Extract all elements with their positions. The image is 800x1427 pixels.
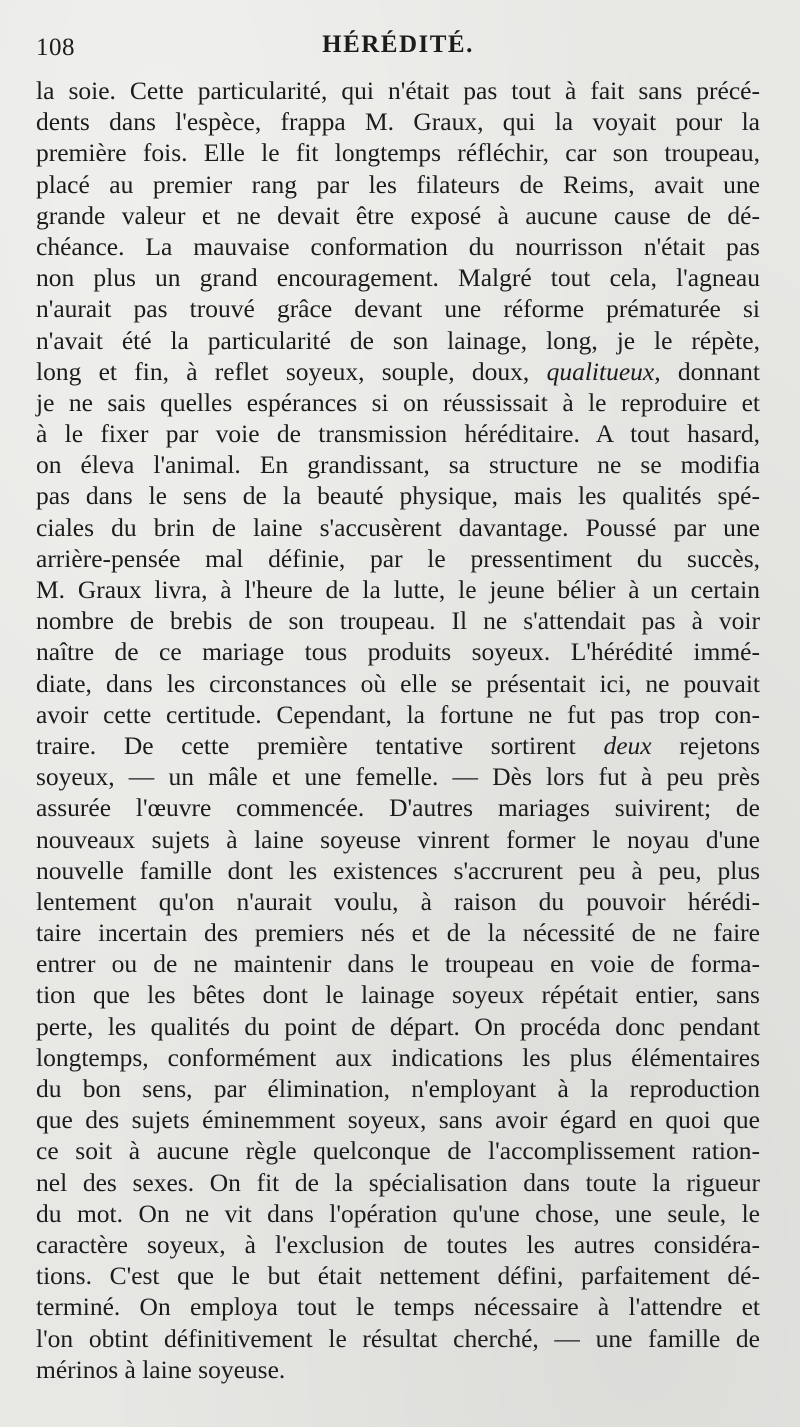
- text-line: terminé. On employa tout le temps nécessaire à l'attendre et: [36, 1292, 760, 1322]
- text-line: nouvelle famille dont les existences s'accrurent peu à peu, plus: [36, 855, 760, 885]
- text-line: nouveaux sujets à laine soyeuse vinrent former le noyau d'une: [36, 824, 760, 854]
- text-line: ciales du brin de laine s'accusèrent davantage. Poussé par une: [36, 512, 760, 542]
- text-run: donnant: [660, 356, 760, 386]
- text-line: longtemps, conformément aux indications les plus élémentaires: [36, 1042, 760, 1072]
- text-line: [36, 356, 760, 387]
- text-line: tions. C'est que le but était nettement défini, parfaitement dé-: [36, 1261, 760, 1291]
- text-line: [36, 730, 760, 761]
- text-line: première fois. Elle le fit longtemps réfléchir, car son troupeau,: [36, 138, 760, 168]
- text-line: lentement qu'on n'aurait voulu, à raison du pouvoir hérédi-: [36, 886, 760, 916]
- text-run: rejetons: [651, 730, 760, 760]
- text-line: ce soit à aucune règle quelconque de l'accomplissement ration-: [36, 1136, 760, 1166]
- text-line: pas dans le sens de la beauté physique, mais les qualités spé-: [36, 481, 760, 511]
- text-line: dents dans l'espèce, frappa M. Graux, qui la voyait pour la: [36, 107, 760, 137]
- italic-word: deux: [603, 730, 652, 760]
- text-line: avoir cette certitude. Cependant, la fortune ne fut pas trop con-: [36, 699, 760, 729]
- text-line: on éleva l'animal. En grandissant, sa structure ne se modifia: [36, 450, 760, 480]
- text-line: diate, dans les circonstances où elle se présentait ici, ne pouvait: [36, 668, 760, 698]
- text-line: chéance. La mauvaise conformation du nourrisson n'était pas: [36, 231, 760, 261]
- text-line: grande valeur et ne devait être exposé à aucune cause de dé-: [36, 200, 760, 230]
- running-head: [36, 26, 760, 62]
- text-line: je ne sais quelles espérances si on réussissait à le reproduire et: [36, 387, 760, 417]
- text-line: tion que les bêtes dont le lainage soyeux répétait entier, sans: [36, 980, 760, 1010]
- text-line: l'on obtint définitivement le résultat cherché, — une famille de: [36, 1323, 760, 1353]
- text-line: assurée l'œuvre commencée. D'autres mariages suivirent; de: [36, 793, 760, 823]
- text-line: du bon sens, par élimination, n'employant à la reproduction: [36, 1074, 760, 1103]
- text-line: naître de ce mariage tous produits soyeux. L'hérédité immé-: [36, 637, 760, 667]
- text-run: traire. De cette première tentative sortirent: [36, 730, 604, 760]
- text-line: n'avait été la particularité de son lainage, long, je le répète,: [36, 325, 760, 355]
- text-line: entrer ou de ne maintenir dans le troupeau en voie de forma-: [36, 949, 760, 979]
- text-line: n'aurait pas trouvé grâce devant une réforme prématurée si: [36, 294, 760, 324]
- page-number: 108: [36, 34, 75, 61]
- text-run: long et fin, à reflet soyeux, souple, doux,: [36, 356, 547, 386]
- text-line: non plus un grand encouragement. Malgré tout cela, l'agneau: [36, 263, 760, 293]
- text-line: perte, les qualités du point de départ. On procéda donc pendant: [36, 1011, 760, 1041]
- text-line: placé au premier rang par les filateurs de Reims, avait une: [36, 169, 760, 199]
- text-line: arrière-pensée mal définie, par le pressentiment du succès,: [36, 543, 760, 573]
- text-line: M. Graux livra, à l'heure de la lutte, le jeune bélier à un certain: [36, 575, 760, 604]
- text-line: soyeux, — un mâle et une femelle. — Dès lors fut à peu près: [36, 762, 760, 792]
- text-line: du mot. On ne vit dans l'opération qu'une chose, une seule, le: [36, 1198, 760, 1228]
- running-title: HÉRÉDITÉ.: [322, 31, 474, 58]
- text-line: caractère soyeux, à l'exclusion de toutes les autres considéra-: [36, 1229, 760, 1259]
- text-line: nel des sexes. On fit de la spécialisation dans toute la rigueur: [36, 1167, 760, 1197]
- text-line: mérinos à laine soyeuse.: [36, 1354, 286, 1384]
- text-line: taire incertain des premiers nés et de la nécessité de ne faire: [36, 918, 760, 948]
- text-line: la soie. Cette particularité, qui n'était pas tout à fait sans précé-: [36, 76, 760, 105]
- text-line: à le fixer par voie de transmission héréditaire. A tout hasard,: [36, 419, 760, 449]
- text-line: que des sujets éminemment soyeux, sans avoir égard en quoi que: [36, 1105, 760, 1135]
- text-line: nombre de brebis de son troupeau. Il ne s'attendait pas à voir: [36, 606, 760, 636]
- body-text: [36, 75, 760, 1385]
- italic-word: qualitueux,: [546, 356, 661, 386]
